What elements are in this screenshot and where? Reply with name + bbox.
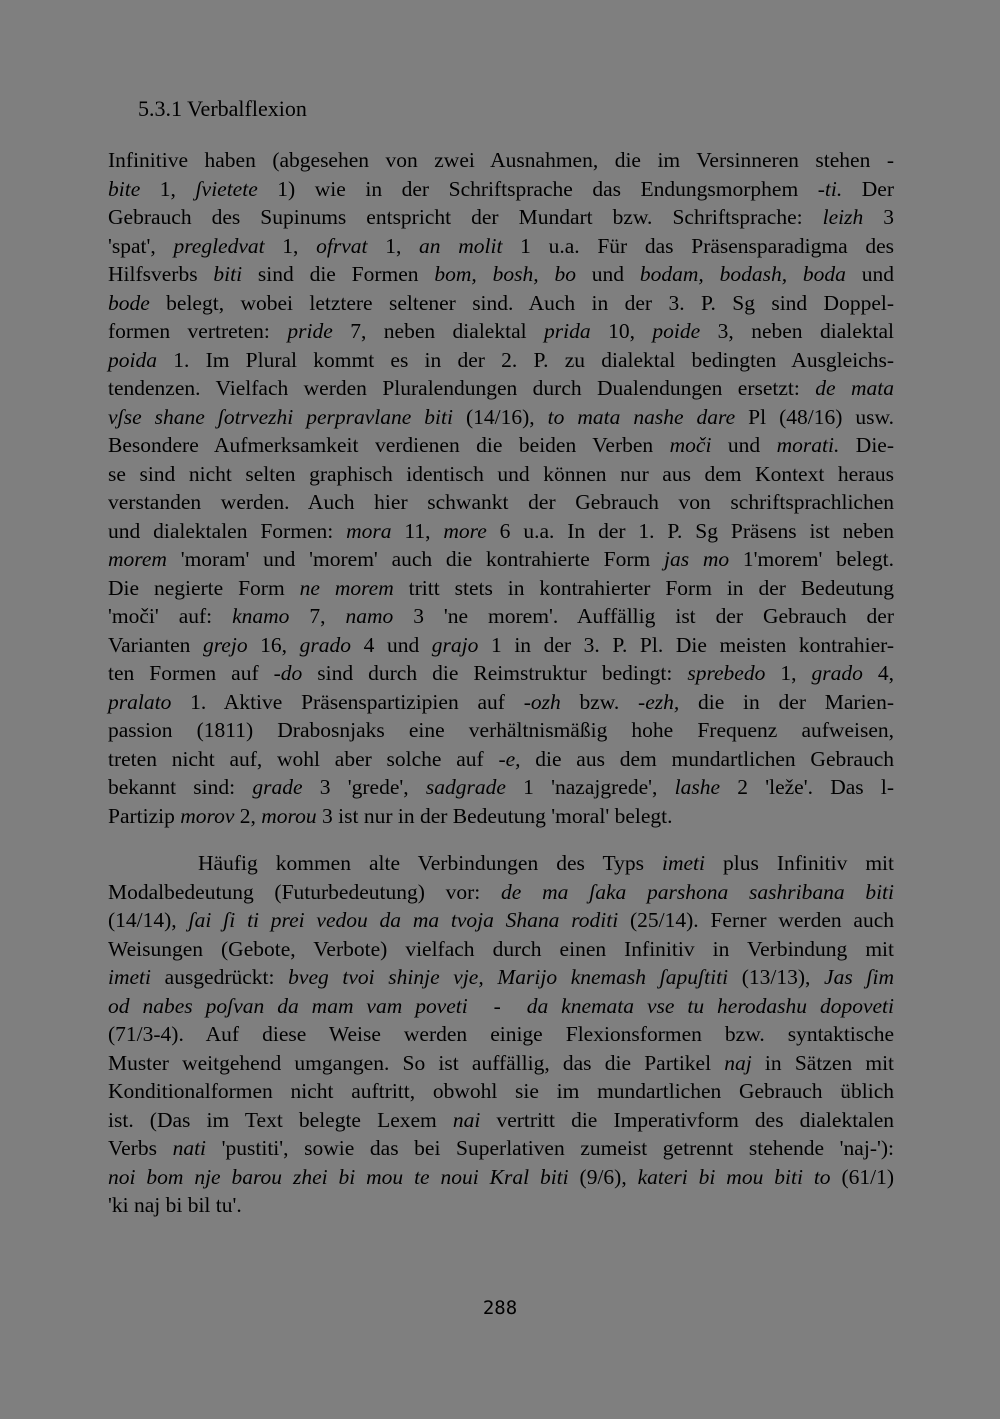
text-run: se sind nicht selten graphisch identisch und können nur aus dem Kontext heraus xyxy=(108,461,894,486)
text-run: Modalbedeutung (Futurbedeutung) vor: xyxy=(108,879,502,904)
text-run: Häufig kommen alte Verbindungen des Typs xyxy=(108,851,663,875)
text-run: Hilfsverbs xyxy=(108,262,214,286)
text-line xyxy=(108,488,894,517)
text-line xyxy=(108,1049,894,1078)
text-run: ist. (Das im Text belegte Lexem xyxy=(108,1107,453,1132)
italic-text: knamo xyxy=(232,604,290,628)
text-run: 16, xyxy=(247,632,300,657)
paragraph-1 xyxy=(108,146,894,830)
italic-text: noi bom nje barou zhei bi mou te noui Kral biti xyxy=(108,1164,569,1189)
text-line xyxy=(108,232,894,261)
text-run: und xyxy=(575,262,640,286)
italic-text: kateri bi mou biti to xyxy=(637,1164,831,1189)
text-run: 1. Aktive Präsenspartizipien auf xyxy=(171,689,524,714)
italic-text: morati. xyxy=(776,433,840,457)
section-heading: 5.3.1 Verbalflexion xyxy=(138,96,307,121)
text-run: 'spat', xyxy=(108,233,174,258)
text-run: Weisungen (Gebote, Verbote) vielfach durch einen Infinitiv in Verbindung mit xyxy=(108,936,894,961)
text-line xyxy=(108,1020,894,1049)
text-run: 11, xyxy=(391,518,444,543)
text-run: 3 'grede', xyxy=(302,775,426,799)
text-line xyxy=(108,317,894,346)
text-line xyxy=(108,203,894,232)
text-run: 1 'nazajgrede', xyxy=(505,775,675,799)
italic-text: to mata nashe dare xyxy=(547,404,736,429)
text-run: 1) wie in der Schriftsprache das Endungsmorphem xyxy=(257,176,818,201)
text-run: 1 in der 3. P. Pl. Die meisten kontrahier- xyxy=(478,632,895,657)
text-run: 4, xyxy=(862,661,895,685)
text-line xyxy=(108,631,894,660)
text-run: 7, neben dialektal xyxy=(332,319,545,343)
italic-text: de mata xyxy=(815,376,894,400)
text-line xyxy=(108,374,894,403)
italic-text: -do xyxy=(273,661,303,685)
italic-text: -ozh xyxy=(523,689,561,714)
italic-text: -ezh, xyxy=(638,689,680,714)
italic-text: grejo xyxy=(202,632,248,657)
text-run: plus Infinitiv mit xyxy=(705,851,894,875)
italic-text: poida xyxy=(108,347,157,372)
italic-text: moči xyxy=(669,433,712,457)
italic-text: more xyxy=(443,518,487,543)
italic-text: -e, xyxy=(498,746,521,771)
text-run: sind durch die Reimstruktur bedingt: xyxy=(302,661,688,685)
text-line xyxy=(108,716,894,745)
italic-text: namo xyxy=(345,604,394,628)
text-line xyxy=(108,745,894,774)
text-line xyxy=(108,346,894,375)
text-line xyxy=(108,773,894,802)
text-run: 1'morem' belegt. xyxy=(729,547,894,571)
italic-text: bite xyxy=(108,176,141,201)
text-line xyxy=(108,260,894,289)
page-number: 288 xyxy=(482,1297,518,1319)
italic-text: mora xyxy=(346,518,392,543)
text-run: 1, xyxy=(367,233,420,258)
text-run: 'moči' auf: xyxy=(108,604,233,628)
text-run: vertritt die Imperativform des dialektalen xyxy=(480,1107,894,1132)
italic-text: leizh xyxy=(822,205,864,229)
text-run: 'ki naj bi bil tu'. xyxy=(108,1193,242,1217)
italic-text: biti xyxy=(213,262,243,286)
text-run: (61/1) xyxy=(830,1164,894,1189)
italic-text: naj xyxy=(724,1050,752,1075)
text-line xyxy=(108,1134,894,1163)
italic-text: an molit xyxy=(419,233,503,258)
italic-text: od nabes poʃvan da mam vam poveti - da knemata vse tu herodashu dopoveti xyxy=(108,993,894,1018)
italic-text: nai xyxy=(452,1107,481,1132)
italic-text: imeti xyxy=(662,851,706,875)
text-run: Der xyxy=(842,176,895,201)
text-run: Die- xyxy=(839,433,894,457)
text-run: die aus dem mundartlichen Gebrauch xyxy=(520,746,894,771)
text-run: (14/14), xyxy=(108,908,189,932)
text-run: und xyxy=(845,262,894,286)
text-run: 6 u.a. In der 1. P. Sg Präsens ist neben xyxy=(486,518,895,543)
text-line xyxy=(108,849,894,878)
text-run: ten Formen auf xyxy=(108,661,274,685)
italic-text: lashe xyxy=(674,775,720,799)
italic-text: morov xyxy=(180,803,235,828)
italic-text: nati xyxy=(172,1136,207,1160)
text-run: treten nicht auf, wohl aber solche auf xyxy=(108,746,499,771)
text-run: Partizip xyxy=(108,803,181,828)
text-line xyxy=(108,1106,894,1135)
italic-text: ʃai ʃi ti prei vedou da ma tvoja Shana roditi xyxy=(188,908,619,932)
text-run: 2 'leže'. Das l- xyxy=(720,775,895,799)
italic-text: ne morem xyxy=(299,575,394,600)
text-line xyxy=(108,878,894,907)
text-line xyxy=(108,574,894,603)
text-run: (71/3-4). Auf diese Weise werden einige Flexionsformen bzw. syntaktische xyxy=(108,1022,894,1046)
text-run: Pl (48/16) usw. xyxy=(735,404,894,429)
italic-text: Jas ʃim xyxy=(824,965,894,989)
text-run: verstanden werden. Auch hier schwankt der Gebrauch von schriftsprachlichen xyxy=(108,490,894,514)
italic-text: sadgrade xyxy=(425,775,506,799)
italic-text: bveg tvoi shinje vje, Marijo knemash ʃapuʃtiti xyxy=(288,965,729,989)
italic-text: pride xyxy=(287,319,333,343)
text-run: 4 und xyxy=(351,632,432,657)
text-run: 2, xyxy=(234,803,262,828)
text-run: (14/16), xyxy=(452,404,548,429)
italic-text: ʃvietete xyxy=(195,176,258,201)
text-run: 1. Im Plural kommt es in der 2. P. zu dialektal bedingten Ausgleichs- xyxy=(156,347,894,372)
italic-text: vʃse shane ʃotrvezhi perpravlane biti xyxy=(108,404,453,429)
italic-text: grado xyxy=(811,661,863,685)
text-run: Varianten xyxy=(108,632,203,657)
text-run: 1 u.a. Für das Präsensparadigma des xyxy=(502,233,895,258)
text-line xyxy=(108,802,894,831)
text-run: 3 xyxy=(863,205,895,229)
text-line xyxy=(108,992,894,1021)
text-line xyxy=(108,963,894,992)
text-run: 10, xyxy=(590,319,653,343)
text-line xyxy=(108,906,894,935)
paragraph-2 xyxy=(108,849,894,1220)
italic-text: morou xyxy=(261,803,317,828)
italic-text: grado xyxy=(299,632,352,657)
text-run: 'pustiti', sowie das bei Superlativen zumeist getrennt stehende 'naj-'): xyxy=(206,1136,894,1160)
text-run: bekannt sind: xyxy=(108,775,253,799)
text-run: tritt stets in kontrahierter Form in der Bedeutung xyxy=(393,575,894,600)
text-run: passion (1811) Drabosnjaks eine verhältnismäßig hohe Frequenz aufweisen, xyxy=(108,718,894,742)
text-line xyxy=(108,688,894,717)
italic-text: imeti xyxy=(108,965,151,989)
text-run: 3 'ne morem'. Auffällig ist der Gebrauch der xyxy=(393,604,894,628)
text-run: und xyxy=(711,433,777,457)
text-line xyxy=(108,175,894,204)
text-run: tendenzen. Vielfach werden Pluralendungen durch Dualendungen ersetzt: xyxy=(108,376,816,400)
text-run: und dialektalen Formen: xyxy=(108,518,347,543)
italic-text: de ma ʃaka parshona sashribana biti xyxy=(501,879,894,904)
text-run: Verbs xyxy=(108,1136,173,1160)
text-line xyxy=(108,289,894,318)
text-line xyxy=(108,545,894,574)
text-line xyxy=(108,659,894,688)
text-run: ausgedrückt: xyxy=(151,965,289,989)
text-run: die in der Marien- xyxy=(679,689,894,714)
text-run: in Sätzen mit xyxy=(751,1050,895,1075)
text-line xyxy=(108,146,894,175)
text-run: formen vertreten: xyxy=(108,319,288,343)
text-line xyxy=(108,431,894,460)
text-run: (9/6), xyxy=(568,1164,638,1189)
text-run: 7, xyxy=(289,604,346,628)
text-line xyxy=(108,460,894,489)
text-line xyxy=(108,602,894,631)
text-line xyxy=(108,935,894,964)
italic-text: bodam, bodash, boda xyxy=(639,262,846,286)
text-run: Besondere Aufmerksamkeit verdienen die beiden Verben xyxy=(108,433,670,457)
italic-text: poide xyxy=(652,319,701,343)
italic-text: -ti. xyxy=(817,176,843,201)
text-run: 1, xyxy=(140,176,196,201)
text-run: 'moram' und 'morem' auch die kontrahierte Form xyxy=(166,547,664,571)
text-run: belegt, wobei letztere seltener sind. Auch in der 3. P. Sg sind Doppel- xyxy=(149,290,894,315)
text-line xyxy=(108,403,894,432)
text-line xyxy=(108,1077,894,1106)
italic-text: bom, bosh, bo xyxy=(434,262,576,286)
text-run: bzw. xyxy=(560,689,639,714)
italic-text: pralato xyxy=(108,689,172,714)
italic-text: grajo xyxy=(431,632,479,657)
text-run: (25/14). Ferner werden auch xyxy=(618,908,895,932)
text-run: Infinitive haben (abgesehen von zwei Ausnahmen, die im Versinneren stehen - xyxy=(108,148,894,172)
text-run: sind die Formen xyxy=(242,262,435,286)
text-run: Konditionalformen nicht auftritt, obwohl sie im mundartlichen Gebrauch üblich xyxy=(108,1079,894,1103)
text-run: (13/13), xyxy=(728,965,825,989)
italic-text: jas mo xyxy=(663,547,730,571)
italic-text: sprebedo xyxy=(687,661,766,685)
italic-text: grade xyxy=(252,775,303,799)
italic-text: bode xyxy=(108,290,150,315)
text-run: Gebrauch des Supinums entspricht der Mundart bzw. Schriftsprache: xyxy=(108,205,823,229)
italic-text: morem xyxy=(108,547,167,571)
text-line xyxy=(108,1163,894,1192)
italic-text: ofrvat xyxy=(316,233,368,258)
text-run: 3, neben dialektal xyxy=(700,319,895,343)
italic-text: pregledvat xyxy=(173,233,265,258)
text-run: 3 ist nur in der Bedeutung 'moral' belegt. xyxy=(316,803,673,828)
text-run: Die negierte Form xyxy=(108,575,300,600)
text-run: 1, xyxy=(765,661,812,685)
italic-text: prida xyxy=(544,319,591,343)
text-run: 1, xyxy=(264,233,317,258)
text-line xyxy=(108,517,894,546)
text-run: Muster weitgehend umgangen. So ist auffällig, das die Partikel xyxy=(108,1050,725,1075)
text-line xyxy=(108,1191,894,1220)
